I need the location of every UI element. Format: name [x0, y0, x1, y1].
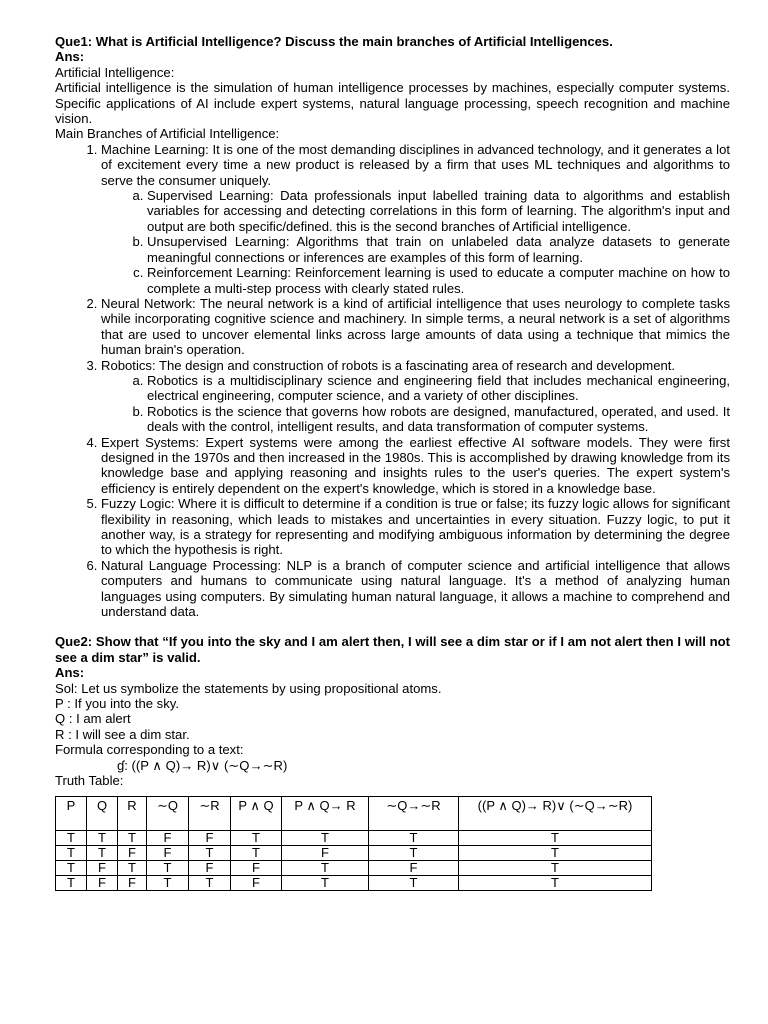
header-cell: ∼Q	[147, 796, 189, 830]
table-cell: T	[56, 875, 87, 890]
table-cell: T	[231, 845, 282, 860]
branch-text: Robotics: The design and construction of robots is a fascinating area of research and development.	[101, 357, 676, 373]
table-row	[56, 845, 652, 860]
branch-item	[101, 496, 730, 558]
table-cell: F	[282, 845, 369, 860]
table-cell: T	[56, 830, 87, 845]
table-cell: T	[459, 830, 652, 845]
table-cell: F	[118, 875, 147, 890]
table-cell: T	[118, 830, 147, 845]
table-cell: T	[56, 845, 87, 860]
table-cell: T	[231, 830, 282, 845]
header-cell: ∼R	[189, 796, 231, 830]
truth-table	[55, 796, 652, 891]
branch-item	[101, 296, 730, 358]
sub-list	[101, 373, 730, 435]
question-1: Que1: What is Artificial Intelligence? Discuss the main branches of Artificial Intelligences.	[55, 34, 613, 49]
table-cell: T	[118, 860, 147, 875]
answer-label-2: Ans:	[55, 665, 85, 681]
table-header-row	[56, 796, 652, 830]
branch-text: Fuzzy Logic: Where it is difficult to determine if a condition is true or false; its fuzzy logic allows for significant flexibility in reasoning, which leads to mistakes and uncertainties in every situation. Fuzzy logic, to put it another way, is a strategy for representing and modifying ambiguous information by determining the degree to which the hypothesis is right.	[101, 496, 730, 558]
table-cell: T	[147, 875, 189, 890]
ai-heading: Artificial Intelligence:	[55, 64, 175, 80]
branch-text: Neural Network: The neural network is a kind of artificial intelligence that uses neurology to complete tasks while incorporating cognitive science and machinery. In simple terms, a neural network is a set of algorithms that are used to uncover elemental links across large amounts of data using a technique that mimics the human brain's operation.	[101, 295, 730, 358]
ai-definition: Artificial intelligence is the simulation of human intelligence processes by machines, especially computer systems. Specific applications of AI include expert systems, natural language processing, speech recognition and machine vision.	[55, 80, 730, 127]
header-cell: Q	[87, 796, 118, 830]
table-cell: T	[189, 845, 231, 860]
table-cell: F	[369, 860, 459, 875]
table-cell: T	[369, 875, 459, 890]
header-cell: R	[118, 796, 147, 830]
header-cell: P	[56, 796, 87, 830]
table-row	[56, 860, 652, 875]
answer-label-1: Ans:	[55, 49, 85, 65]
table-cell: T	[369, 830, 459, 845]
table-cell: T	[459, 875, 652, 890]
table-cell: T	[459, 860, 652, 875]
branches-list	[55, 142, 730, 620]
table-cell: F	[147, 845, 189, 860]
table-cell: T	[87, 845, 118, 860]
branch-text: Natural Language Processing: NLP is a branch of computer science and artificial intelligence that allows computers and humans to communicate using natural language. It's a method of analyzing human languages using computers. By simulating human natural language, it allows a machine to comprehend and understand data.	[101, 557, 730, 620]
table-cell: T	[189, 875, 231, 890]
table-cell: T	[56, 860, 87, 875]
formula: ɠ: ((P ∧ Q)→ R)∨ (∼Q→∼R)	[117, 757, 288, 773]
document-page	[55, 34, 730, 891]
header-cell: P ∧ Q	[231, 796, 282, 830]
truth-table-body	[56, 830, 652, 890]
table-cell: F	[118, 845, 147, 860]
table-cell: T	[87, 830, 118, 845]
table-cell: T	[147, 860, 189, 875]
sub-item: a. Supervised Learning: Data professionals input labelled training data to algorithms and establish variables for accessing and detecting correlations in this form of learning. The algorithm's input and output are both specific/defined. this is the second branches of Artificial intelligence.	[147, 188, 730, 234]
sub-item: b. Unsupervised Learning: Algorithms that train on unlabeled data analyze datasets to generate meaningful connections or inferences are examples of this form of learning.	[147, 234, 730, 265]
table-cell: F	[231, 860, 282, 875]
table-cell: T	[369, 845, 459, 860]
table-cell: F	[231, 875, 282, 890]
table-cell: F	[87, 860, 118, 875]
formula-label: Formula corresponding to a text:	[55, 742, 244, 758]
branch-item	[101, 435, 730, 497]
header-cell: P ∧ Q→ R	[282, 796, 369, 830]
sub-item: c. Reinforcement Learning: Reinforcement learning is used to educate a computer machine on how to complete a multi-step process with clearly stated rules.	[147, 265, 730, 296]
branch-item	[101, 142, 730, 296]
table-cell: T	[282, 860, 369, 875]
table-row	[56, 830, 652, 845]
sub-list	[101, 188, 730, 296]
question-2: Que2: Show that “If you into the sky and I am alert then, I will see a dim star or if I am not alert then I will not see a dim star” is valid.	[55, 634, 730, 665]
solution-intro: Sol: Let us symbolize the statements by using propositional atoms.	[55, 680, 442, 696]
atom-q: Q : I am alert	[55, 711, 131, 727]
sub-item: a. Robotics is a multidisciplinary science and engineering field that includes mechanical engineering, electrical engineering, computer science, and a variety of other disciplines.	[147, 373, 730, 404]
header-cell: ∼Q→∼R	[369, 796, 459, 830]
atom-r: R : I will see a dim star.	[55, 726, 190, 742]
atom-p: P : If you into the sky.	[55, 696, 179, 712]
sub-item: b. Robotics is the science that governs how robots are designed, manufactured, operated, and used. It deals with the control, intelligent results, and data transformation of computer systems.	[147, 404, 730, 435]
table-row	[56, 875, 652, 890]
branch-item	[101, 558, 730, 620]
table-cell: F	[147, 830, 189, 845]
table-cell: T	[459, 845, 652, 860]
table-cell: T	[282, 875, 369, 890]
header-cell: ((P ∧ Q)→ R)∨ (∼Q→∼R)	[459, 796, 652, 830]
table-cell: F	[87, 875, 118, 890]
branches-heading: Main Branches of Artificial Intelligence:	[55, 126, 280, 142]
table-cell: T	[282, 830, 369, 845]
truth-table-label: Truth Table:	[55, 773, 124, 789]
table-cell: F	[189, 860, 231, 875]
branch-item	[101, 358, 730, 435]
branch-text: Expert Systems: Expert systems were among the earliest effective AI software models. They were first designed in the 1970s and then increased in the 1980s. This is accomplished by drawing knowledge from its knowledge base and applying reasoning and insights rules to the user's queries. The expert system's efficiency is entirely dependent on the expert's knowledge, which is stored in a knowledge base.	[101, 434, 730, 496]
branch-text: Machine Learning: It is one of the most demanding disciplines in advanced technology, and it generates a lot of excitement every time a new product is released by a firm that uses ML techniques and algorithms to serve the consumer uniquely.	[101, 141, 730, 188]
table-cell: F	[189, 830, 231, 845]
